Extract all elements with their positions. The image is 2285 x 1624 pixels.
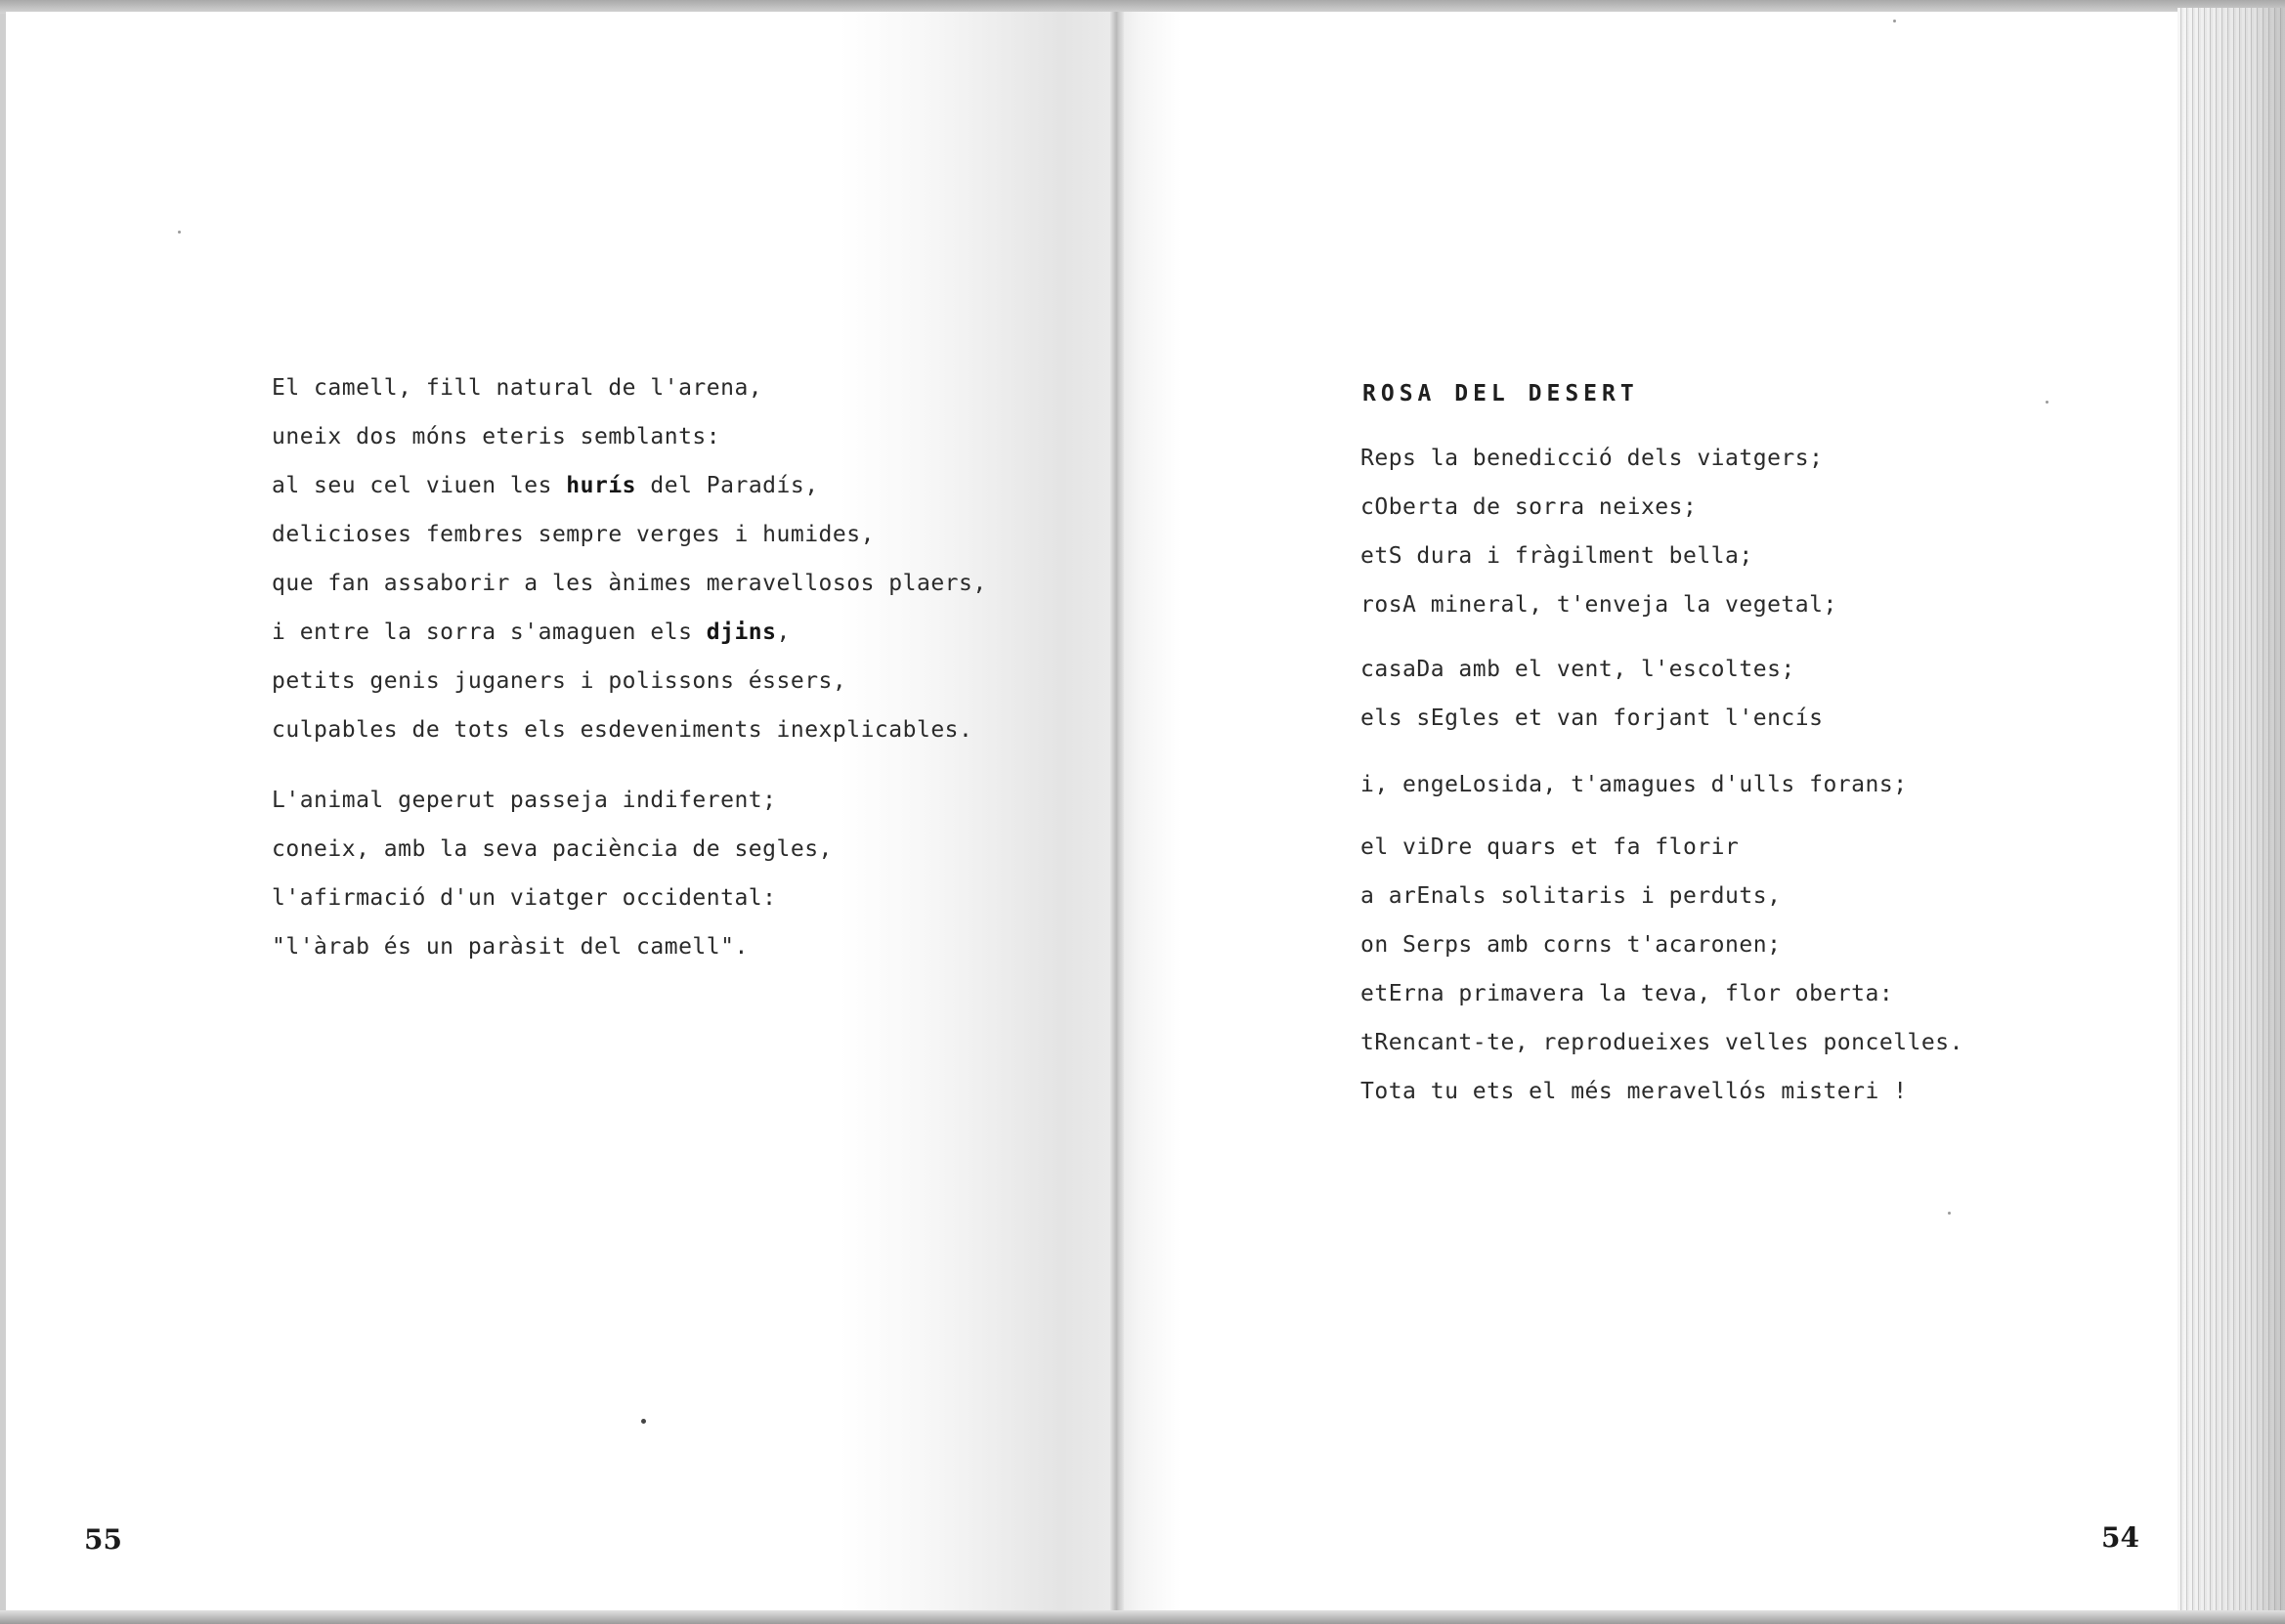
poem-line: tRencant-te, reprodueixes velles poncelles.: [1360, 1030, 1963, 1055]
dust-speck: [178, 231, 181, 234]
right-poem: [1360, 375, 1966, 1118]
book-gutter: [1110, 12, 1124, 1614]
poem-line: rosA mineral, t'enveja la vegetal;: [1360, 592, 1837, 618]
dust-speck: [1948, 1212, 1951, 1215]
poem-line: L'animal geperut passeja indiferent;: [272, 788, 777, 813]
poem-line: etErna primavera la teva, flor oberta:: [1360, 981, 1894, 1006]
poem-title: ROSA DEL DESERT: [1362, 381, 1639, 406]
bold-word: hurís: [566, 473, 637, 498]
page-number-left: 55: [84, 1523, 122, 1556]
dust-speck: [641, 1419, 646, 1424]
dust-speck: [2046, 401, 2048, 404]
poem-line: culpables de tots els esdeveniments inexplicables.: [272, 717, 973, 743]
poem-line: cObertа de sorra neixes;: [1360, 494, 1698, 520]
poem-line: Reps la benedicció dels viatgers;: [1360, 446, 1824, 471]
dust-speck: [1893, 20, 1896, 22]
poem-line-with-bold: i entre la sorra s'amaguen els djins,: [272, 620, 791, 645]
poem-line: uneix dos móns eteris semblants:: [272, 424, 721, 449]
scanner-bottom-edge: [0, 1610, 2285, 1624]
poem-line: etS dura i fràgilment bella;: [1360, 543, 1753, 569]
poem-line: a arEnals solitaris i perduts,: [1360, 883, 1782, 909]
poem-line: el viDre quars et fa florir: [1360, 834, 1740, 860]
poem-line: i, engeLosida, t'amagues d'ulls forans;: [1360, 772, 1908, 797]
bold-word: djins: [706, 620, 777, 645]
poem-line: que fan assaborir a les ànimes meravellosos plaers,: [272, 571, 987, 596]
poem-line: els sEgles et van forjant l'encís: [1360, 705, 1824, 731]
poem-line: l'afirmació d'un viatger occidental:: [272, 885, 777, 911]
poem-line: Tota tu ets el més meravellós misteri !: [1360, 1079, 1908, 1104]
left-poem: [272, 375, 987, 981]
poem-line-with-bold: al seu cel viuen les hurís del Paradís,: [272, 473, 819, 498]
poem-line: El camell, fill natural de l'arena,: [272, 375, 763, 401]
poem-line: casaDa amb el vent, l'escoltes;: [1360, 657, 1795, 682]
poem-line: coneix, amb la seva paciència de segles,: [272, 836, 833, 862]
poem-line: petits genis juganers i polissons éssers,: [272, 668, 847, 694]
poem-line: delicioses fembres sempre verges i humides,: [272, 522, 875, 547]
poem-line: "l'àrab és un paràsit del camell".: [272, 934, 749, 960]
page-number-right: 54: [2101, 1521, 2139, 1554]
poem-line: on Serps amb corns t'acaronen;: [1360, 932, 1782, 958]
